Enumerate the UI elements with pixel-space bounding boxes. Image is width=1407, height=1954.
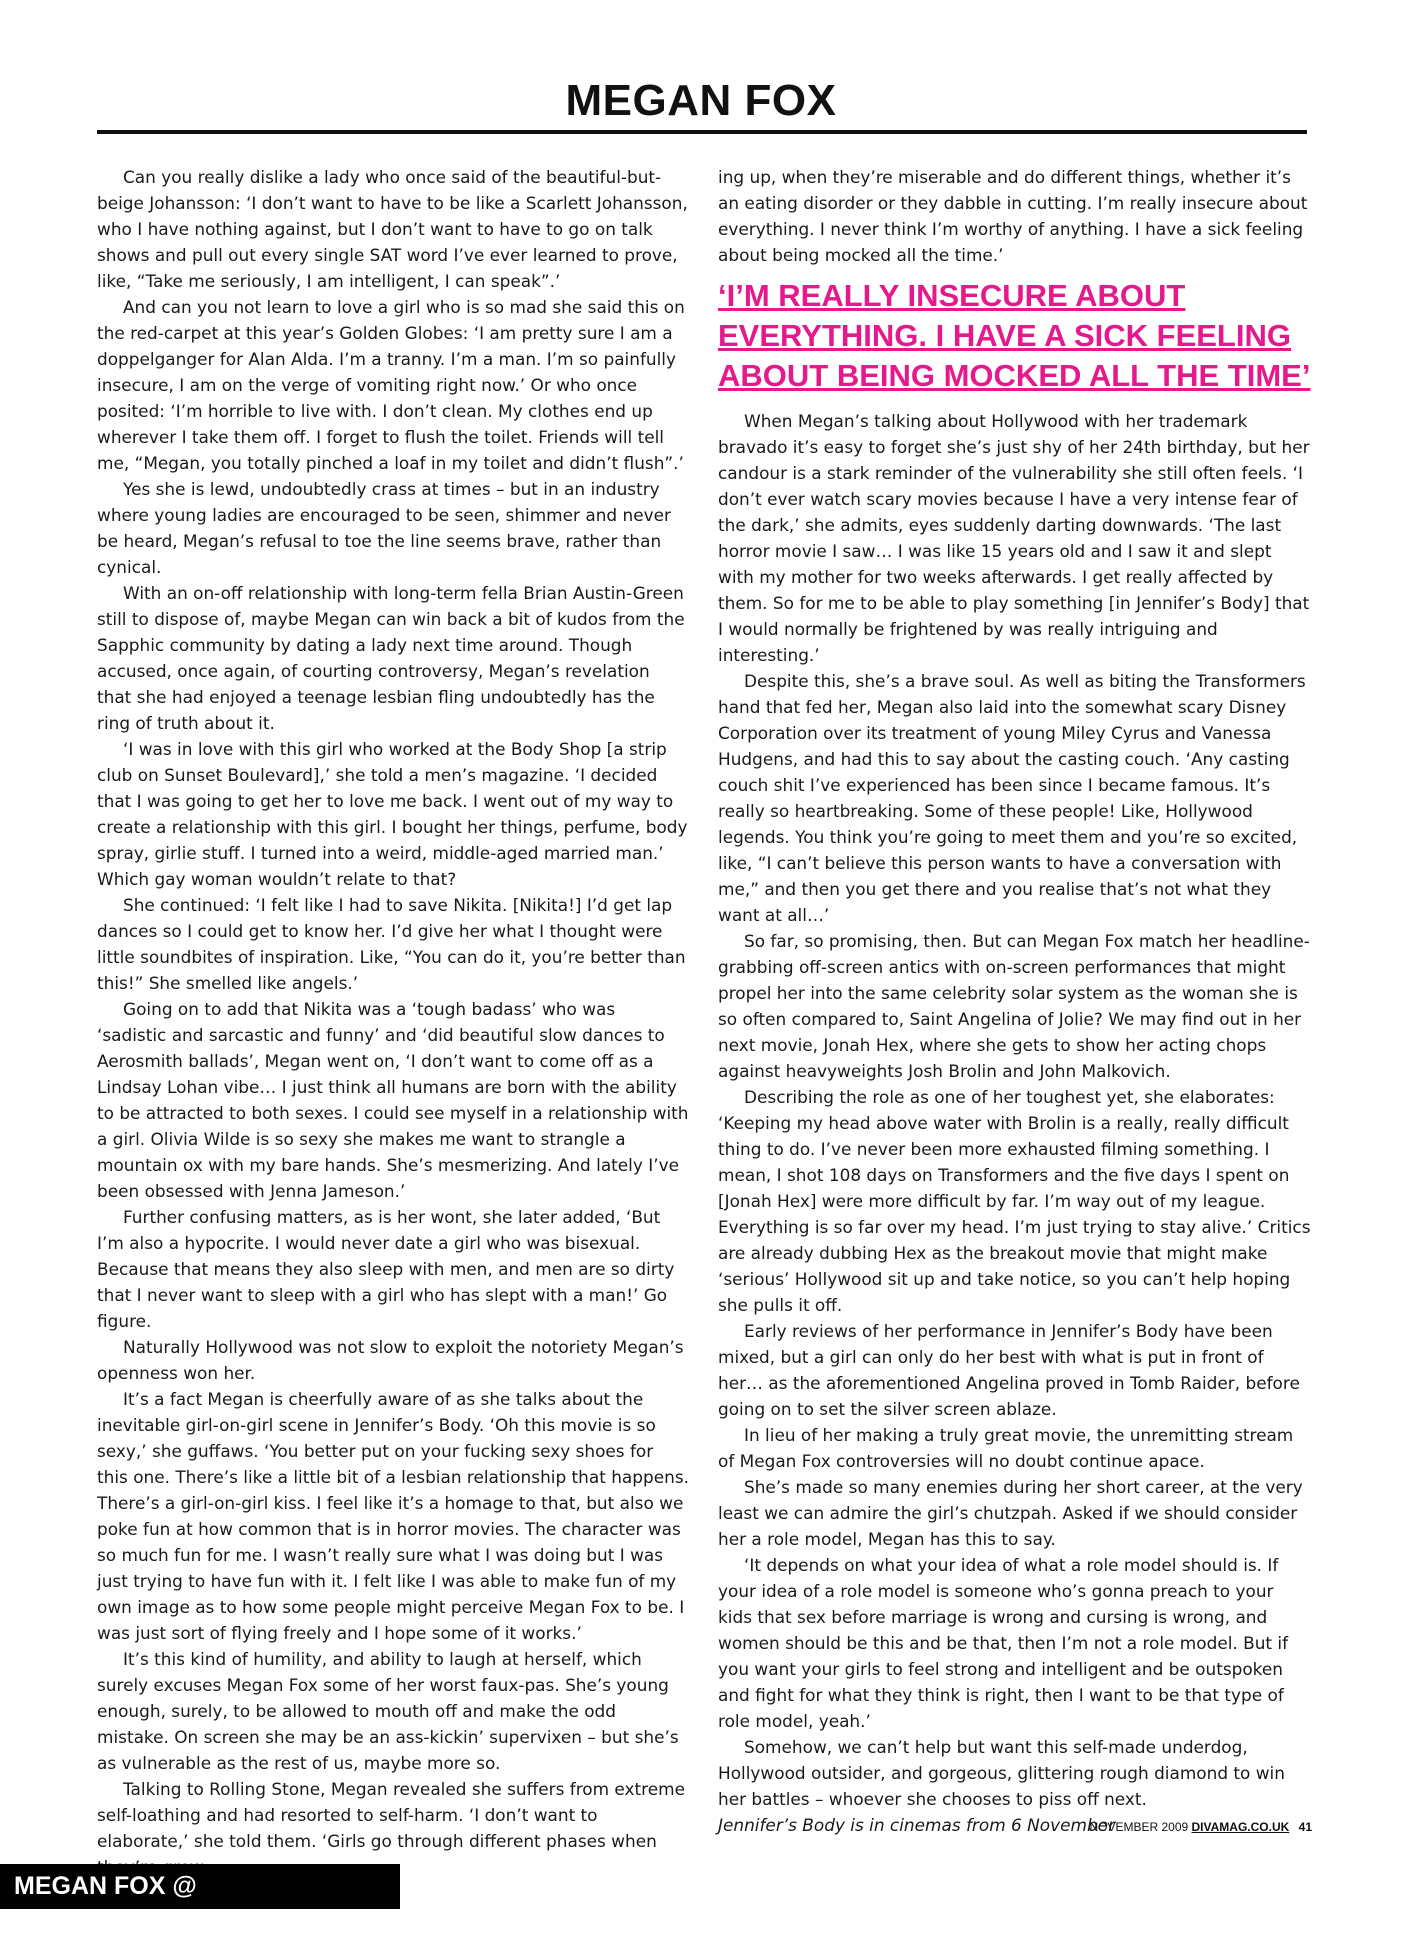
paragraph: Can you really dislike a lady who once said of the beautiful-but-beige Johansson: ‘I don’t want to have to be like a Scarlett Johansson, who I have nothing against, but I don’t want to have to go on talk shows and pull out every single SAT word I’ve ever learned to prove, like, “Take me seriously, I am intelligent, I can speak”.’ — [97, 167, 688, 291]
site-link[interactable]: DIVAMAG.CO.UK — [1191, 1820, 1290, 1834]
paragraph: And can you not learn to love a girl who is so mad she said this on the red-carpet at this year’s Golden Globes: ‘I am pretty sure I am a doppelganger for Alan Alda. I’m a tranny. I’m a man. I’m so painfully insecure, I am on the verge of vomiting right now.’ Or who once posited: ‘I’m horrible to live with. I don’t clean. My clothes end up wherever I take them off. I forget to flush the toilet. Friends will tell me, “Megan, you totally pinched a loaf in my toilet and didn’t flush”.’ — [97, 297, 685, 473]
page-number: 41 — [1298, 1820, 1312, 1834]
paragraph: Describing the role as one of her toughest yet, she elaborates: ‘Keeping my head above water with Brolin is a really, really difficult thing to do. I’ve never been more exhausted filming something. I mean, I shot 108 days on Transformers and the five days I spent on [Jonah Hex] were more difficult by far. I’m way out of my league. Everything is so far over my head. I’m just trying to stay alive.’ Critics are already dubbing Hex as the breakout movie that might make ‘serious’ Hollywood sit up and take notice, so you can’t help hoping she pulls it off. — [718, 1087, 1311, 1315]
paragraph: ‘I was in love with this girl who worked at the Body Shop [a strip club on Sunset Boulevard],’ she told a men’s magazine. ‘I decided that I was going to get her to love me back. I went out of my way to create a relationship with this girl. I bought her things, perfume, body spray, girlie stuff. I turned into a weird, middle-aged married man.’ Which gay woman wouldn’t relate to that? — [97, 739, 688, 889]
paragraph: Naturally Hollywood was not slow to exploit the notoriety Megan’s openness won her. — [97, 1337, 684, 1383]
paragraph: She’s made so many enemies during her short career, at the very least we can admire the girl’s chutzpah. Asked if we should consider her a role model, Megan has this to say. — [718, 1477, 1303, 1549]
header-rule — [97, 130, 1307, 134]
paragraph: So far, so promising, then. But can Megan Fox match her headline-grabbing off-screen antics with on-screen performances that might propel her into the same celebrity solar system as the woman she is so often compared to, Saint Angelina of Jolie? We may find out in her next movie, Jonah Hex, where she gets to show her acting chops against heavyweights Josh Brolin and John Malkovich. — [718, 931, 1310, 1081]
paragraph: Early reviews of her performance in Jennifer’s Body have been mixed, but a girl can only do her best with what is put in front of her… as the aforementioned Angelina proved in Tomb Raider, before going on to set the silver screen ablaze. — [718, 1321, 1300, 1419]
paragraph: Yes she is lewd, undoubtedly crass at times – but in an industry where young ladies are encouraged to be seen, shimmer and never be heard, Megan’s refusal to toe the line seems brave, rather than cynical. — [97, 479, 671, 577]
paragraph-continued: ing up, when they’re miserable and do different things, whether it’s an eating disorder or they dabble in cutting. I’m really insecure about everything. I never think I’m worthy of anything. I have a sick feeling about being mocked all the time.’ — [718, 167, 1308, 265]
paragraph: When Megan’s talking about Hollywood with her trademark bravado it’s easy to forget she’s just shy of her 24th birthday, but her candour is a stark reminder of the vulnerability she still often feels. ‘I don’t ever watch scary movies because I have a very intense fear of the dark,’ she admits, eyes suddenly darting downwards. ‘The last horror movie I saw… I was like 15 years old and I saw it and slept with my mother for two weeks afterwards. I get really affected by them. So for me to be able to play something [in Jennifer’s Body] that I would normally be frightened by was really intriguing and interesting.’ — [718, 411, 1310, 665]
paragraph: Despite this, she’s a brave soul. As well as biting the Transformers hand that fed her, Megan also laid into the somewhat scary Disney Corporation over its treatment of young Miley Cyrus and Vanessa Hudgens, and had this to say about the casting couch. ‘Any casting couch shit I’ve experienced has been since I became famous. It’s really so heartbreaking. Some of these people! Like, Hollywood legends. You think you’re going to meet them and you’re so excited, like, “I can’t believe this person wants to have a conversation with me,” and then you get there and you realise that’s not what they want at all…’ — [718, 671, 1306, 925]
paragraph: ‘It depends on what your idea of what a role model should is. If your idea of a role model is someone who’s gonna preach to your kids that sex before marriage is wrong and cursing is wrong, and women should be this and be that, then I’m not a role model. But if you want your girls to feel strong and intelligent and be outspoken and fight for what they think is right, then I want to be that type of role model, yeah.’ — [718, 1555, 1289, 1731]
source-watermark: MEGAN FOX @ megansafox.com — [0, 1864, 400, 1909]
right-column — [718, 164, 1312, 1838]
paragraph: Somehow, we can’t help but want this self-made underdog, Hollywood outsider, and gorgeous, glittering rough diamond to win her battles – whoever she chooses to piss off next. — [718, 1737, 1285, 1809]
paragraph: With an on-off relationship with long-term fella Brian Austin-Green still to dispose of, maybe Megan can win back a bit of kudos from the Sapphic community by dating a lady next time around. Though accused, once again, of courting controversy, Megan’s revelation that she had enjoyed a teenage lesbian fling undoubtedly has the ring of truth about it. — [97, 583, 685, 733]
issue-date: NOVEMBER 2009 — [1089, 1820, 1189, 1834]
pull-quote: ‘I’M REALLY INSECURE ABOUT EVERYTHING. I HAVE A SICK FEELING ABOUT BEING MOCKED ALL THE TIME’ — [718, 278, 1311, 393]
paragraph: She continued: ‘I felt like I had to save Nikita. [Nikita!] I’d get lap dances so I could get to know her. I’d give her what I thought were little soundbites of inspiration. Like, “You can do it, you’re better than this!” She smelled like angels.’ — [97, 895, 686, 993]
paragraph: Going on to add that Nikita was a ‘tough badass’ who was ‘sadistic and sarcastic and funny’ and ‘did beautiful slow dances to Aerosmith ballads’, Megan went on, ‘I don’t want to come off as a Lindsay Lohan vibe… I just think all humans are born with the ability to be attracted to both sexes. I could see myself in a relationship with a girl. Olivia Wilde is so sexy she makes me want to strangle a mountain ox with my bare hands. She’s mesmerizing. And lately I’ve been obsessed with Jenna Jameson.’ — [97, 999, 689, 1201]
paragraph: Talking to Rolling Stone, Megan revealed she suffers from extreme self-loathing and had resorted to self-harm. ‘I don’t want to elaborate,’ she told them. ‘Girls go through different phases when — [97, 1779, 685, 1851]
release-credit: Jennifer’s Body is in cinemas from 6 November — [718, 1815, 1116, 1835]
paragraph: It’s this kind of humility, and ability to laugh at herself, which surely excuses Megan Fox some of her worst faux-pas. She’s young enough, surely, to be allowed to mouth off and make the odd mistake. On screen she may be an ass-kickin’ supervixen – but she’s as vulnerable as the rest of us, maybe more so. — [97, 1649, 679, 1773]
paragraph: In lieu of her making a truly great movie, the unremitting stream of Megan Fox controversies will no doubt continue apace. — [718, 1425, 1294, 1471]
paragraph: It’s a fact Megan is cheerfully aware of as she talks about the inevitable girl-on-girl scene in Jennifer’s Body. ‘Oh this movie is so sexy,’ she guffaws. ‘You better put on your fucking sexy shoes for this one. There’s like a little bit of a lesbian relationship that happens. There’s a girl-on-girl kiss. I feel like it’s a homage to that, but also we poke fun at how common that is in horror movies. The character was so much fun for me. I wasn’t really sure what I was doing but I was just trying to have fun with it. I felt like I was able to make fun of my own image as to how some people might perceive Megan Fox to be. I was just sort of flying freely and I hope some of it works.’ — [97, 1389, 689, 1643]
paragraph: Further confusing matters, as is her wont, she later added, ‘But I’m also a hypocrite. I would never date a girl who was bisexual. Because that means they also sleep with men, and men are so dirty that I never want to sleep with a girl who has slept with a man!’ Go figure. — [97, 1207, 675, 1331]
page-footer — [1089, 1820, 1312, 1834]
left-column — [97, 164, 689, 1880]
page-title: MEGAN FOX — [565, 76, 837, 125]
